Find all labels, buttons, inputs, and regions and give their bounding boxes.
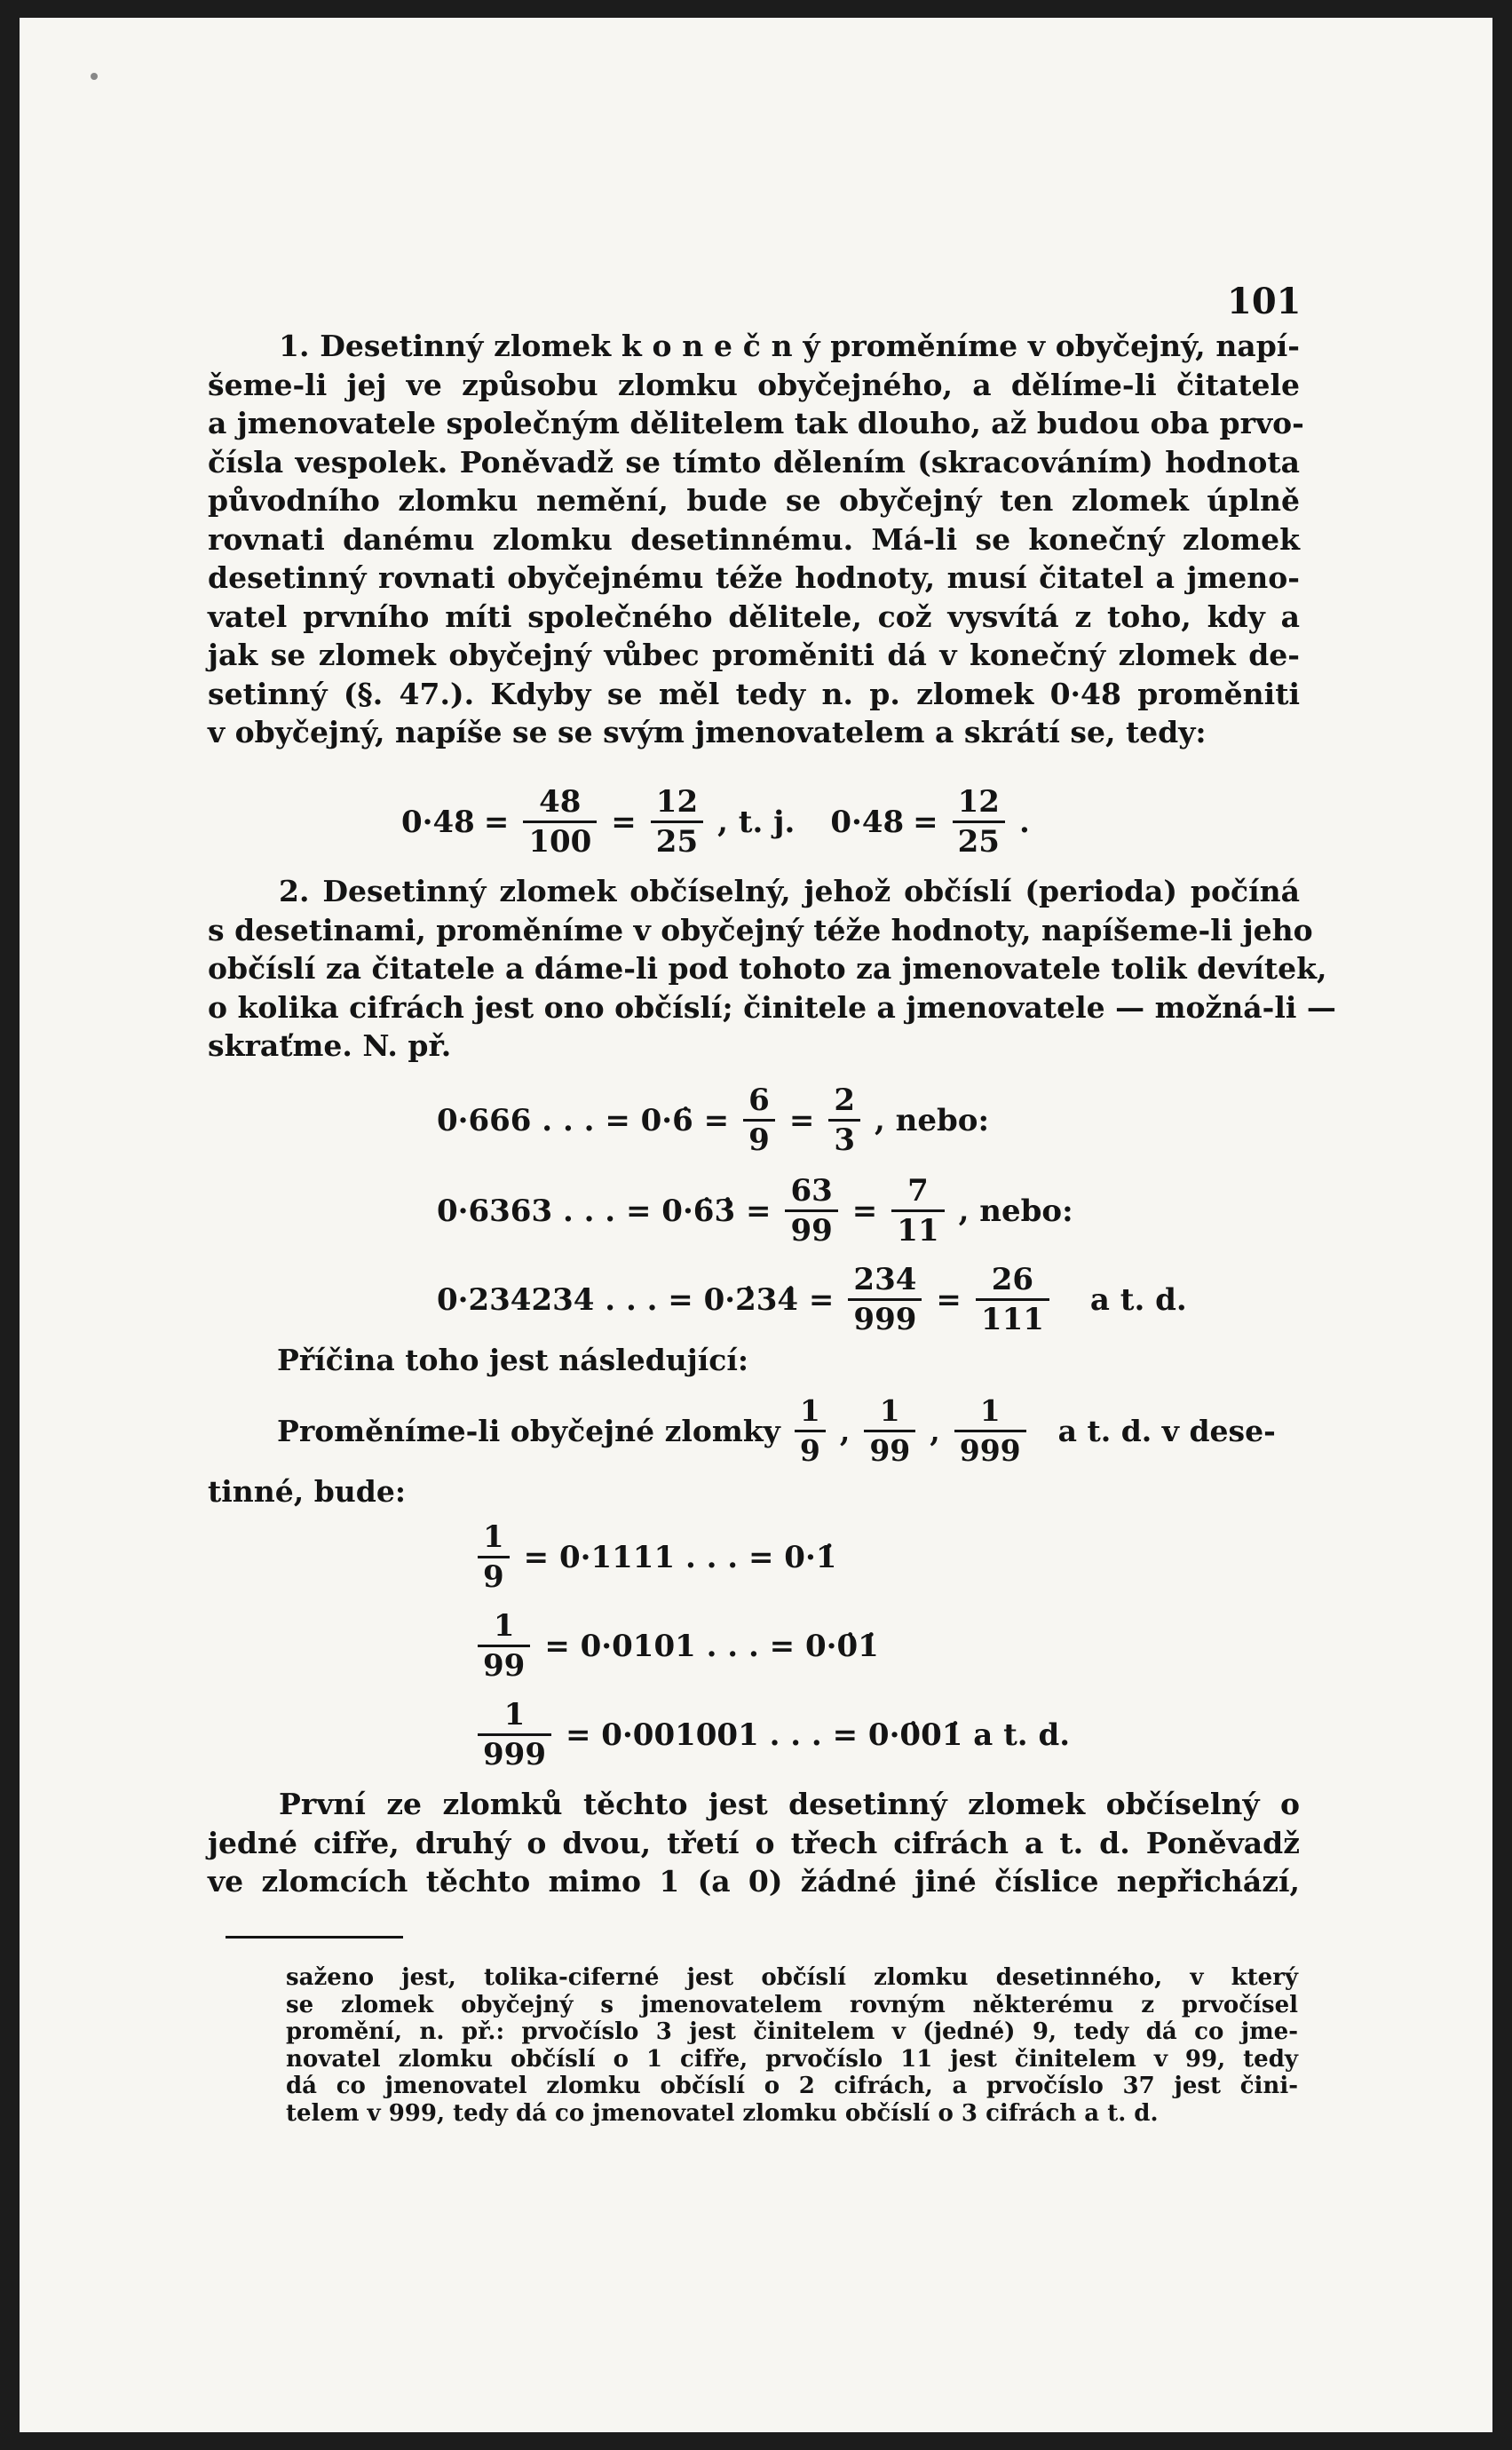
text-line: v obyčejný, napíše se se svým jmenovatelem a skrátí se, tedy: <box>208 715 1207 749</box>
text-line: občíslí za čitatele a dáme-li pod tohoto za jmenovatele tolik devítek, <box>208 951 1327 986</box>
eq-sign: = <box>851 1193 878 1229</box>
numerator: 48 <box>523 783 597 823</box>
text-line: o kolika cifrách jest ono občíslí; činitele a jmenovatele — možná-li — <box>208 989 1336 1025</box>
text-line: 2. Desetinný zlomek občíselný, jehož občíslí (perioda) počíná <box>279 874 1300 908</box>
text-line: První ze zlomků těchto jest desetinný zlomek občíselný o <box>279 1787 1300 1821</box>
text-line: Příčina toho jest následující: <box>277 1343 749 1377</box>
footnote-line: saženo jest, tolika-ciferné jest občíslí zlomku desetinného, v který <box>286 1964 1298 1991</box>
page-number: 101 <box>1227 281 1302 322</box>
eq-sign: = <box>788 1102 815 1138</box>
fraction <box>953 783 1005 860</box>
convert-text: Proměníme-li obyčejné zlomky <box>277 1414 780 1448</box>
scan-speck <box>91 73 98 80</box>
text-line: šeme-li jej ve způsobu zlomku obyčejného, a dělíme-li čitatele <box>208 367 1300 402</box>
text-line: tinné, bude: <box>208 1474 407 1509</box>
footnote-line: dá co jmenovatel zlomku občíslí o 2 cifrách, a prvočíslo 37 jest čini- <box>286 2073 1298 2099</box>
numerator: 1 <box>478 1518 510 1558</box>
eq-separator: , t. j. <box>717 804 796 840</box>
numerator: 234 <box>848 1261 922 1301</box>
denominator: 25 <box>655 824 699 860</box>
denominator: 3 <box>834 1122 855 1158</box>
eq-lhs: 0·48 <box>401 804 475 840</box>
footnote-line: telem v 999, tedy dá co jmenovatel zlomku občíslí o 3 cifrách a t. d. <box>286 2099 1159 2127</box>
fraction <box>651 783 703 860</box>
result-2 <box>472 1607 879 1685</box>
example-1 <box>437 1082 989 1159</box>
fraction <box>478 1518 510 1596</box>
text-line: skraťme. N. př. <box>208 1028 452 1063</box>
footnote-line: novatel zlomku občíslí o 1 cifře, prvočíslo 11 jest činitelem v 99, tedy <box>286 2045 1298 2073</box>
fraction <box>891 1172 944 1249</box>
numerator: 1 <box>478 1607 530 1647</box>
numerator: 7 <box>891 1172 944 1212</box>
fraction <box>864 1392 915 1470</box>
fraction <box>795 1392 826 1470</box>
example-lhs: 0·234234 . . . = 0·2̇34̇ = <box>437 1281 835 1318</box>
example-tail: , nebo: <box>874 1102 990 1138</box>
fraction <box>743 1082 775 1159</box>
numerator: 1 <box>478 1696 551 1736</box>
example-tail: , nebo: <box>958 1193 1073 1229</box>
convert-continuation <box>208 1472 406 1511</box>
paragraph-3 <box>208 1785 1300 1901</box>
convert-tail: a t. d. v dese- <box>1057 1414 1276 1448</box>
fraction <box>478 1696 551 1773</box>
text-line: a jmenovatele společným dělitelem tak dlouho, až budou oba prvo- <box>208 406 1304 440</box>
numerator: 26 <box>976 1261 1049 1301</box>
text-line: rovnati danému zlomku desetinnému. Má-li se konečný zlomek <box>208 521 1300 557</box>
text-line: jak se zlomek obyčejný vůbec proměniti dá v konečný zlomek de- <box>208 638 1300 672</box>
numerator: 63 <box>785 1172 837 1212</box>
text-line: jedné cifře, druhý o dvou, třetí o třech cifrách a t. d. Poněvadž <box>208 1825 1300 1860</box>
fraction <box>828 1082 860 1159</box>
text-line: 1. Desetinný zlomek k o n e č n ý proměníme v obyčejný, napí- <box>279 329 1300 363</box>
footnote <box>286 1964 1298 2127</box>
denominator: 111 <box>980 1302 1044 1337</box>
result-rhs: = 0·001001 . . . = 0·0̇01̇ a t. d. <box>565 1717 1071 1753</box>
numerator: 1 <box>954 1392 1026 1432</box>
denominator: 9 <box>799 1433 820 1468</box>
fraction <box>523 783 597 860</box>
denominator: 9 <box>483 1559 504 1595</box>
text-line: ve zlomcích těchto mimo 1 (a 0) žádné jiné číslice nepřichází, <box>208 1864 1300 1899</box>
fraction <box>785 1172 837 1249</box>
example-3 <box>437 1261 1187 1338</box>
numerator: 2 <box>828 1082 860 1122</box>
example-lhs: 0·6363 . . . = 0·6̇3̇ = <box>437 1193 772 1229</box>
denominator: 100 <box>528 824 592 860</box>
text-line: vatel prvního míti společného dělitele, což vysvítá z toho, kdy a <box>208 599 1300 634</box>
paragraph-2 <box>208 872 1336 1066</box>
text-line: desetinný rovnati obyčejnému téže hodnoty, musí čitatel a jmeno- <box>208 560 1300 595</box>
eq-sign: = <box>913 804 938 840</box>
numerator: 12 <box>651 783 703 823</box>
comma: , <box>839 1414 851 1448</box>
convert-sentence <box>277 1392 1276 1470</box>
eq-sign: = <box>936 1281 962 1318</box>
denominator: 999 <box>853 1302 917 1337</box>
denominator: 11 <box>897 1213 939 1249</box>
example-lhs: 0·666 . . . = 0·6̇ = <box>437 1102 730 1138</box>
footnote-line: promění, n. př.: prvočíslo 3 jest činitelem v (jedné) 9, tedy dá co jme- <box>286 2018 1298 2045</box>
denominator: 999 <box>959 1433 1021 1468</box>
denominator: 9 <box>748 1122 770 1158</box>
text-line: původního zlomku nemění, bude se obyčejný ten zlomek úplně <box>208 483 1300 518</box>
denominator: 999 <box>483 1737 546 1772</box>
denominator: 99 <box>483 1648 526 1684</box>
text-line: čísla vespolek. Poněvadž se tímto dělením (skracováním) hodnota <box>208 444 1300 480</box>
numerator: 1 <box>795 1392 826 1432</box>
numerator: 6 <box>743 1082 775 1122</box>
denominator: 99 <box>790 1213 833 1249</box>
fraction <box>478 1607 530 1685</box>
fraction <box>976 1261 1049 1338</box>
fraction <box>848 1261 922 1338</box>
result-rhs: = 0·1111 . . . = 0·1̇ <box>523 1539 837 1575</box>
footnote-rule <box>226 1936 403 1939</box>
equation-048 <box>401 783 1030 860</box>
denominator: 99 <box>869 1433 911 1468</box>
comma: , <box>930 1414 940 1448</box>
result-1 <box>472 1518 836 1596</box>
example-2 <box>437 1172 1073 1249</box>
eq-end: . <box>1018 804 1030 840</box>
eq-sign: = <box>483 804 510 840</box>
result-rhs: = 0·0101 . . . = 0·0̇1̇ <box>544 1628 879 1664</box>
numerator: 12 <box>953 783 1005 823</box>
result-3 <box>472 1696 1070 1773</box>
paragraph-1 <box>208 327 1304 752</box>
text-line: s desetinami, proměníme v obyčejný téže hodnoty, napíšeme-li jeho <box>208 912 1313 947</box>
eq-sign: = <box>611 804 637 840</box>
reason-heading <box>277 1341 748 1380</box>
fraction <box>954 1392 1026 1470</box>
document-page <box>20 18 1492 2432</box>
eq-lhs: 0·48 <box>830 804 905 840</box>
example-tail: a t. d. <box>1089 1281 1187 1318</box>
text-line: setinný (§. 47.). Kdyby se měl tedy n. p. zlomek 0·48 proměniti <box>208 676 1300 711</box>
denominator: 25 <box>957 824 1000 860</box>
footnote-line: se zlomek obyčejný s jmenovatelem rovným některému z prvočísel <box>286 1991 1298 2018</box>
numerator: 1 <box>864 1392 915 1432</box>
